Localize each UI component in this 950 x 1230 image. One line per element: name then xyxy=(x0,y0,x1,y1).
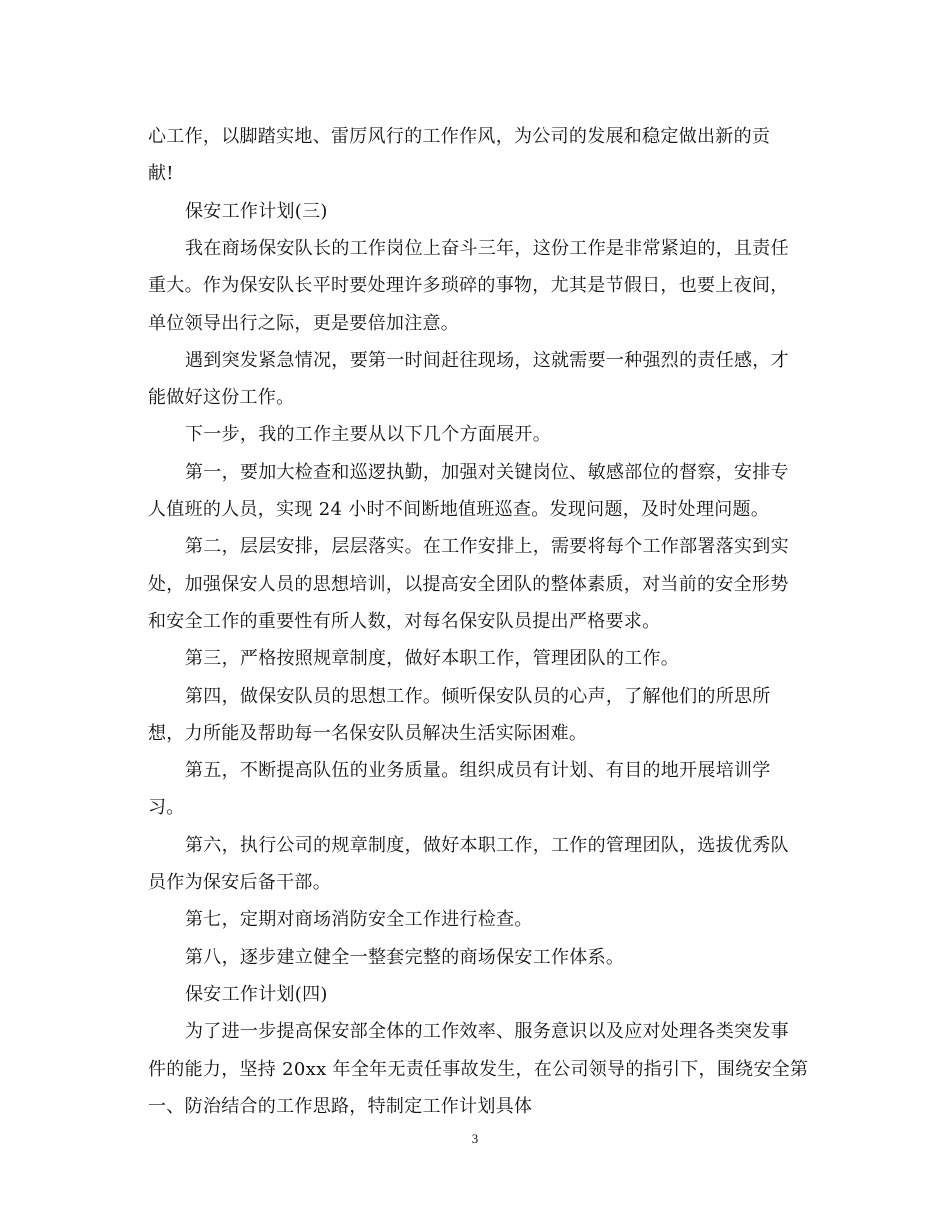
text-line: 下一步，我的工作主要从以下几个方面展开。 xyxy=(185,424,551,446)
text-line: 第五，不断提高队伍的业务质量。组织成员有计划、有目的地开展培训学 xyxy=(185,760,771,782)
text-line: 第三，严格按照规章制度，做好本职工作，管理团队的工作。 xyxy=(185,648,680,670)
text-line: 为了进一步提高保安部全体的工作效率、服务意识以及应对处理各类突发事 xyxy=(185,1021,789,1043)
text-line: 我在商场保安队长的工作岗位上奋斗三年，这份工作是非常紧迫的，且责任 xyxy=(185,237,789,259)
text-line: 习。 xyxy=(148,797,185,819)
section-heading: 保安工作计划(三) xyxy=(185,200,328,222)
text-line: 想，力所能及帮助每一名保安队员解决生活实际困难。 xyxy=(148,722,588,744)
text-line: 和安全工作的重要性有所人数，对每名保安队员提出严格要求。 xyxy=(148,610,661,632)
text-line: 人值班的人员，实现 24 小时不间断地值班巡查。发现问题，及时处理问题。 xyxy=(148,499,770,520)
text-line: 遇到突发紧急情况，要第一时间赶往现场，这就需要一种强烈的责任感，才 xyxy=(185,349,789,371)
text-line: 献! xyxy=(148,163,174,185)
text-line: 重大。作为保安队长平时要处理许多琐碎的事物，尤其是节假日，也要上夜间， xyxy=(148,275,789,297)
text-line: 第四，做保安队员的思想工作。倾听保安队员的心声，了解他们的所思所 xyxy=(185,685,771,707)
text-line: 第八，逐步建立健全一整套完整的商场保安工作体系。 xyxy=(185,946,625,968)
text-line: 一、防治结合的工作思路，特制定工作计划具体 xyxy=(148,1095,533,1117)
text-line: 件的能力，坚持 20xx 年全年无责任事故发生，在公司领导的指引下，围绕安全第 xyxy=(148,1058,809,1080)
text-line: 第六，执行公司的规章制度，做好本职工作，工作的管理团队，选拔优秀队 xyxy=(185,834,789,856)
text-line: 第七，定期对商场消防安全工作进行检查。 xyxy=(185,909,533,931)
text-line: 单位领导出行之际，更是要倍加注意。 xyxy=(148,312,460,334)
text-line: 员作为保安后备干部。 xyxy=(148,872,331,893)
text-line: 第一，要加大检查和巡逻执勤，加强对关键岗位、敏感部位的督察，安排专 xyxy=(185,461,789,483)
text-line: 处，加强保安人员的思想培训，以提高安全团队的整体素质，对当前的安全形势 xyxy=(148,573,789,595)
text-line: 心工作，以脚踏实地、雷厉风行的工作作风，为公司的发展和稳定做出新的贡 xyxy=(148,126,771,147)
text-line: 第二，层层安排，层层落实。在工作安排上，需要将每个工作部署落实到实 xyxy=(185,536,789,558)
section-heading: 保安工作计划(四) xyxy=(185,983,328,1005)
text-line: 能做好这份工作。 xyxy=(148,387,295,409)
page-number: 3 xyxy=(471,1131,479,1146)
